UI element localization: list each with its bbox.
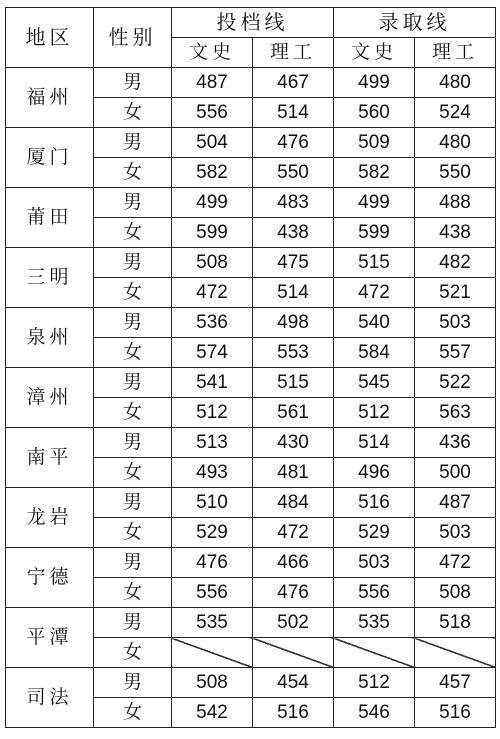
- score-cell: 529: [334, 518, 415, 548]
- gender-cell: 女: [94, 398, 172, 428]
- region-cell: 南平: [6, 428, 94, 488]
- gender-cell: 男: [94, 488, 172, 518]
- score-cell: 484: [253, 488, 334, 518]
- region-cell: 宁德: [6, 548, 94, 608]
- score-cell: 582: [172, 158, 253, 188]
- gender-cell: 女: [94, 578, 172, 608]
- header-liberal-2: 文史: [334, 38, 415, 68]
- score-cell: 553: [253, 338, 334, 368]
- table-row: [6, 188, 496, 218]
- score-cell: 550: [415, 158, 496, 188]
- header-gender: 性别: [94, 8, 172, 68]
- region-cell: 龙岩: [6, 488, 94, 548]
- score-cell: 563: [415, 398, 496, 428]
- score-cell: 556: [334, 578, 415, 608]
- gender-cell: 女: [94, 698, 172, 728]
- gender-cell: 男: [94, 608, 172, 638]
- region-cell: 平潭: [6, 608, 94, 668]
- score-cell: 524: [415, 98, 496, 128]
- header-science-1: 理工: [253, 38, 334, 68]
- score-cell: 535: [172, 608, 253, 638]
- score-cell: 472: [253, 518, 334, 548]
- gender-cell: 女: [94, 218, 172, 248]
- header-row-1: [6, 8, 496, 38]
- score-cell: 496: [334, 458, 415, 488]
- score-cell: 515: [253, 368, 334, 398]
- header-filing-line: 投档线: [172, 8, 334, 38]
- score-cell: 481: [253, 458, 334, 488]
- score-cell: 508: [172, 248, 253, 278]
- score-cell: 466: [253, 548, 334, 578]
- score-cell: 574: [172, 338, 253, 368]
- score-cell: 582: [334, 158, 415, 188]
- empty-slash-cell: [172, 638, 253, 668]
- score-cell: 476: [172, 548, 253, 578]
- region-cell: 司法: [6, 668, 94, 728]
- region-cell: 三明: [6, 248, 94, 308]
- gender-cell: 男: [94, 188, 172, 218]
- score-cell: 438: [415, 218, 496, 248]
- score-cell: 529: [172, 518, 253, 548]
- table-row: [6, 128, 496, 158]
- score-cell: 472: [334, 278, 415, 308]
- score-cell: 504: [172, 128, 253, 158]
- table-row: [6, 248, 496, 278]
- score-cell: 545: [334, 368, 415, 398]
- gender-cell: 男: [94, 68, 172, 98]
- score-cell: 503: [415, 518, 496, 548]
- score-cell: 560: [334, 98, 415, 128]
- gender-cell: 男: [94, 548, 172, 578]
- score-cell: 500: [415, 458, 496, 488]
- region-cell: 福州: [6, 68, 94, 128]
- table-row: [6, 308, 496, 338]
- empty-slash-cell: [334, 638, 415, 668]
- score-table: [5, 7, 496, 728]
- gender-cell: 女: [94, 458, 172, 488]
- region-cell: 莆田: [6, 188, 94, 248]
- header-science-2: 理工: [415, 38, 496, 68]
- score-cell: 512: [172, 398, 253, 428]
- score-cell: 430: [253, 428, 334, 458]
- score-cell: 454: [253, 668, 334, 698]
- score-cell: 503: [334, 548, 415, 578]
- score-cell: 476: [253, 128, 334, 158]
- score-cell: 510: [172, 488, 253, 518]
- score-cell: 521: [415, 278, 496, 308]
- score-cell: 535: [334, 608, 415, 638]
- score-cell: 503: [415, 308, 496, 338]
- score-cell: 508: [415, 578, 496, 608]
- score-cell: 514: [334, 428, 415, 458]
- score-cell: 556: [172, 578, 253, 608]
- table-row: [6, 548, 496, 578]
- score-cell: 480: [415, 128, 496, 158]
- table-body: [6, 68, 496, 728]
- score-cell: 557: [415, 338, 496, 368]
- table-row: [6, 488, 496, 518]
- region-cell: 泉州: [6, 308, 94, 368]
- score-cell: 599: [334, 218, 415, 248]
- score-cell: 476: [253, 578, 334, 608]
- score-cell: 599: [172, 218, 253, 248]
- score-cell: 498: [253, 308, 334, 338]
- score-cell: 561: [253, 398, 334, 428]
- score-cell: 546: [334, 698, 415, 728]
- table-row: [6, 68, 496, 98]
- score-cell: 513: [172, 428, 253, 458]
- score-cell: 488: [415, 188, 496, 218]
- header-region: 地区: [6, 8, 94, 68]
- score-cell: 499: [172, 188, 253, 218]
- gender-cell: 男: [94, 308, 172, 338]
- score-cell: 584: [334, 338, 415, 368]
- gender-cell: 男: [94, 128, 172, 158]
- score-cell: 514: [253, 278, 334, 308]
- score-cell: 472: [415, 548, 496, 578]
- score-cell: 514: [253, 98, 334, 128]
- gender-cell: 女: [94, 98, 172, 128]
- table-row: [6, 608, 496, 638]
- region-cell: 漳州: [6, 368, 94, 428]
- score-cell: 540: [334, 308, 415, 338]
- score-cell: 536: [172, 308, 253, 338]
- score-cell: 457: [415, 668, 496, 698]
- gender-cell: 女: [94, 278, 172, 308]
- region-cell: 厦门: [6, 128, 94, 188]
- gender-cell: 女: [94, 638, 172, 668]
- score-cell: 499: [334, 68, 415, 98]
- score-cell: 480: [415, 68, 496, 98]
- score-cell: 515: [334, 248, 415, 278]
- gender-cell: 男: [94, 368, 172, 398]
- gender-cell: 男: [94, 428, 172, 458]
- score-cell: 556: [172, 98, 253, 128]
- empty-slash-cell: [415, 638, 496, 668]
- score-cell: 541: [172, 368, 253, 398]
- score-cell: 509: [334, 128, 415, 158]
- score-cell: 436: [415, 428, 496, 458]
- score-cell: 475: [253, 248, 334, 278]
- gender-cell: 女: [94, 518, 172, 548]
- table-row: [6, 368, 496, 398]
- empty-slash-cell: [253, 638, 334, 668]
- score-cell: 512: [334, 668, 415, 698]
- gender-cell: 男: [94, 248, 172, 278]
- score-cell: 438: [253, 218, 334, 248]
- score-cell: 487: [415, 488, 496, 518]
- score-cell: 516: [253, 698, 334, 728]
- score-cell: 472: [172, 278, 253, 308]
- score-cell: 483: [253, 188, 334, 218]
- score-cell: 487: [172, 68, 253, 98]
- score-cell: 493: [172, 458, 253, 488]
- header-liberal-1: 文史: [172, 38, 253, 68]
- score-cell: 482: [415, 248, 496, 278]
- score-cell: 518: [415, 608, 496, 638]
- header-admission-line: 录取线: [334, 8, 496, 38]
- gender-cell: 女: [94, 338, 172, 368]
- score-cell: 499: [334, 188, 415, 218]
- gender-cell: 女: [94, 158, 172, 188]
- score-cell: 542: [172, 698, 253, 728]
- score-cell: 508: [172, 668, 253, 698]
- gender-cell: 男: [94, 668, 172, 698]
- score-cell: 516: [334, 488, 415, 518]
- score-cell: 516: [415, 698, 496, 728]
- table-row: [6, 668, 496, 698]
- score-cell: 522: [415, 368, 496, 398]
- score-cell: 550: [253, 158, 334, 188]
- table-row: [6, 428, 496, 458]
- score-cell: 512: [334, 398, 415, 428]
- score-cell: 467: [253, 68, 334, 98]
- score-cell: 502: [253, 608, 334, 638]
